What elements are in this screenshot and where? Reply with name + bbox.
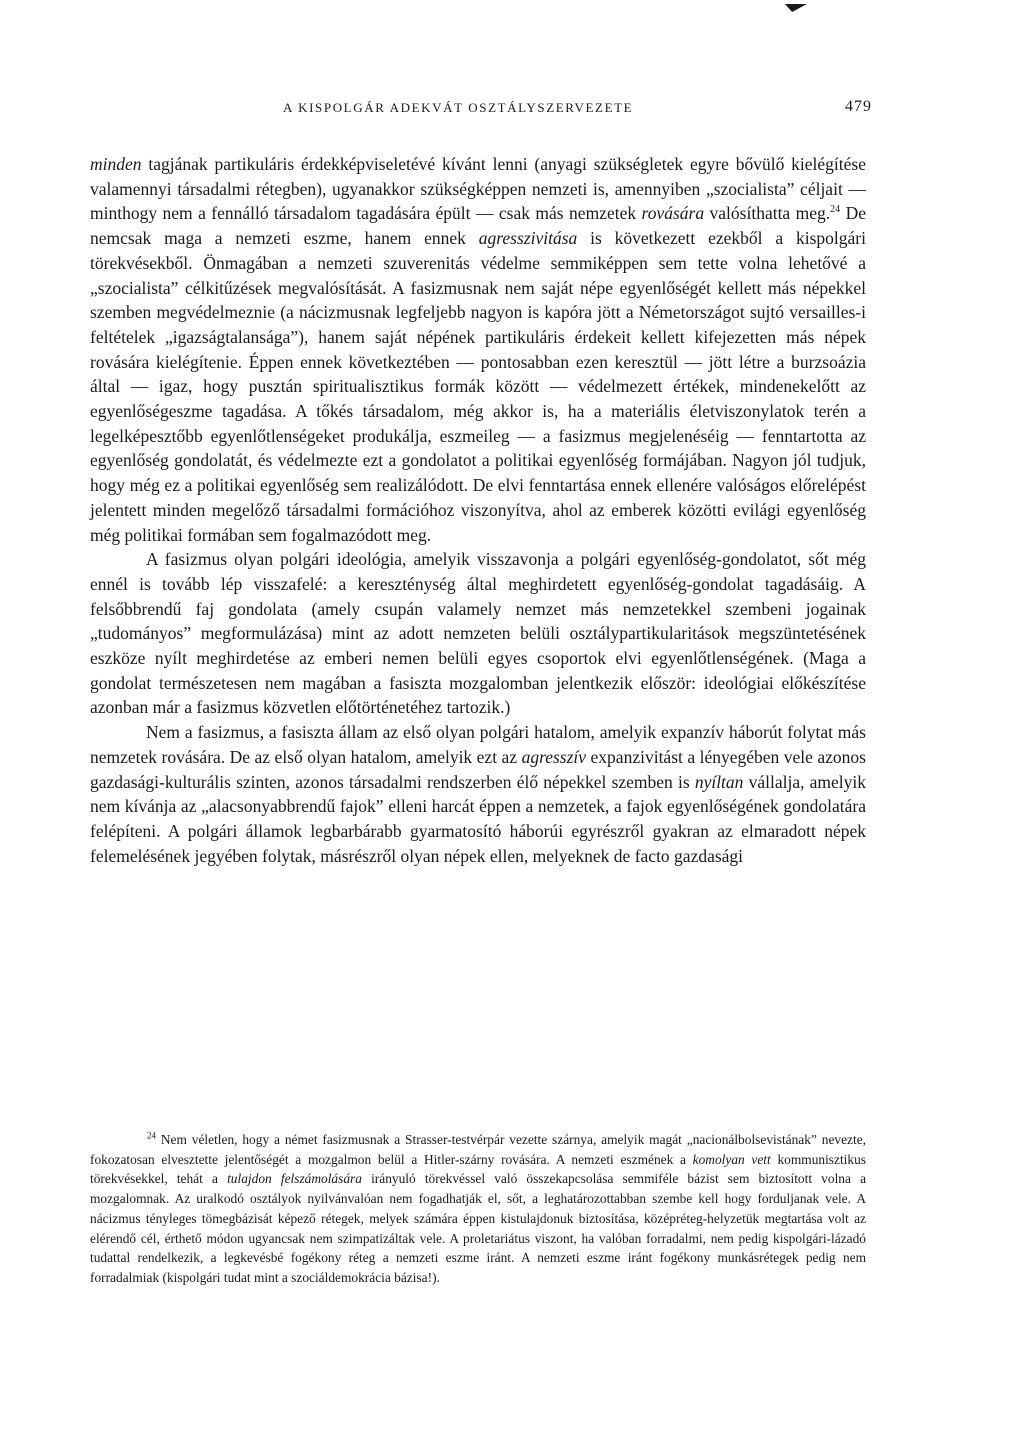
italic-text: nyíltan (694, 771, 744, 792)
text-run: kommunisztikus törekvésekkel, tehát a (90, 1151, 867, 1187)
page-number: 479 (845, 98, 872, 115)
running-header (90, 96, 872, 120)
italic-text: agresszivitása (478, 228, 578, 249)
running-title: A KISPOLGÁR ADEKVÁT OSZTÁLYSZERVEZETE (283, 100, 634, 115)
text-run: Nem a fasizmus, a fasiszta állam az első olyan polgári hatalom, amelyik expanzív háborút folytat más nemzetek rovására. De az első olyan hatalom, amelyik ezt az (90, 722, 866, 767)
text-run: expanzivitást a lényegében vele azonos gazdasági-kulturális szinten, azonos társadalmi rendszerben élő népekkel szemben is (90, 746, 866, 792)
paragraph (90, 720, 866, 868)
footnote-reference: 24 (830, 204, 841, 216)
paragraph (90, 152, 866, 547)
italic-text: minden (90, 154, 142, 174)
italic-text: rovására (641, 203, 705, 224)
italic-text: agresszív (521, 746, 587, 767)
text-run: A fasizmus olyan polgári ideológia, amelyik visszavonja a polgári egyenlőség-gondolatot, sőt még ennél is tovább lép visszafelé: a kereszténység által meghirdetett egyenlőség-gondolat tagadásáig. A felsőbbrendű faj gondolata (amely csupán valamely nemzet más nemzetekkel szembeni jogainak „tudományos” megformulázása) mint az adott nemzeten belüli osztálypartikularitások megszüntetésének eszköze nyílt meghirdetése az emberi nemen belüli egyes csoportok elvi egyenlőtlenségének. (Maga a gondolat természetesen nem magában a fasiszta mozgalomban jelentkezik először: ideológiai előkészítése azonban már a fasizmus közvetlen előtörténetéhez tartozik.) (90, 549, 866, 718)
italic-text: komolyan vett (692, 1151, 771, 1167)
text-run: is következett ezekből a kispolgári törekvésekből. Önmagában a nemzeti szuverenitás védelme semmiképpen sem tette volna lehetővé a „szocialista” célkitűzések megvalósítását. A fasizmusnak nem saját népe egyenlőségét kellett más népekkel szemben megvédelmeznie (a nácizmusnak legfeljebb nagyon is kapóra jött a Németországot sujtó versailles-i feltételek „igazságtalansága”), hanem saját népének partikuláris érdekeit kellett kifejezetten más népek rovására kielégítenie. Éppen ennek következtében — pontosabban ezen keresztül — jött létre a burzsoázia által — igaz, hogy pusztán spiritualisztikus formák között — védelmezett értékek, mindenekelőtt az egyenlőségeszme tagadása. A tőkés társadalom, még akkor is, ha a materiális életviszonylatok terén a legelképesztőbb egyenlőtlenségeket produkálja, eszmeileg — a fasizmus megjelenéséig — fenntartotta az egyenlőség gondolatát, és védelmezte ezt a gondolatot a politikai egyenlőség formájában. Nagyon jól tudjuk, hogy még ez a politikai egyenlőség sem realizálódott. De elvi fenntartása ennek ellenére valóságos előrelépést jelentett minden megelőző társadalmi formációhoz viszonyítva, ahol az emberek közötti evilági egyenlőség még politikai formában sem fogalmazódott meg. (90, 228, 866, 545)
text-run: vállalja, amelyik nem kívánja az „alacsonyabbrendű fajok” elleni harcát éppen a nemzetek, a fajok egyenlőségének gondolatára felépíteni. A polgári államok legbarbárabb gyarmatosító háborúi egyrészről gyakran az elmaradott népek felemelésének jegyében folytak, másrészről olyan népek ellen, melyeknek de facto gazdasági (90, 771, 866, 866)
text-run: Nem véletlen, hogy a német fasizmusnak a Strasser-testvérpár vezette szárnya, amelyik magát „nacionálbolsevistának” nevezte, fokozatosan elvesztette jelentőségét a mozgalmon belül a Hitler-szárny rovására. A nemzeti eszmének a (90, 1132, 866, 1167)
text-run: valósíthatta meg. (704, 203, 831, 224)
corner-mark (781, 4, 807, 12)
italic-text: tulajdon felszámolására (227, 1171, 362, 1187)
text-run: tagjának partikuláris érdekképviseletévé kívánt lenni (anyagi szükségletek egyre bővülő kielégítése valamennyi társadalmi rétegben), ugyanakkor szükségképpen nemzeti is, amennyiben „szocialista” céljait — minthogy nem a fennálló társadalom tagadására épült — csak más nemzetek (90, 154, 866, 224)
footnote (90, 1130, 866, 1288)
paragraph (90, 547, 866, 720)
page (90, 96, 872, 868)
text-run: irányuló törekvéssel való összekapcsolása semmiféle bázist sem biztosított volna a mozgalomnak. Az uralkodó osztályok nyilvánvalóan nem fogadhatják el, sőt, a leghatározottabban szembe kell hogy forduljanak vele. A nácizmus tényleges tömegbázisát képező rétegek, melyek számára éppen kistulajdonuk biztosítása, középréteg-helyzetük megtartása volt az elérendő cél, érthető módon ugyancsak nem szimpatizáltak vele. A proletariátus viszont, ha valóban forradalmi, nem pedig kispolgári-lázadó tudattal rendelkezik, a legkevésbé fogékony réteg a nemzeti eszme iránt. A nemzeti eszme iránt fogékony munkásrétegek pedig nem forradalmiak (kispolgári tudat mint a szociáldemokrácia bázisa!). (90, 1171, 867, 1285)
text-run: De nemcsak maga a nemzeti eszme, hanem ennek (90, 203, 866, 249)
footnote-text (90, 1130, 866, 1288)
footnote-number: 24 (147, 1130, 156, 1141)
body-text (90, 152, 866, 868)
